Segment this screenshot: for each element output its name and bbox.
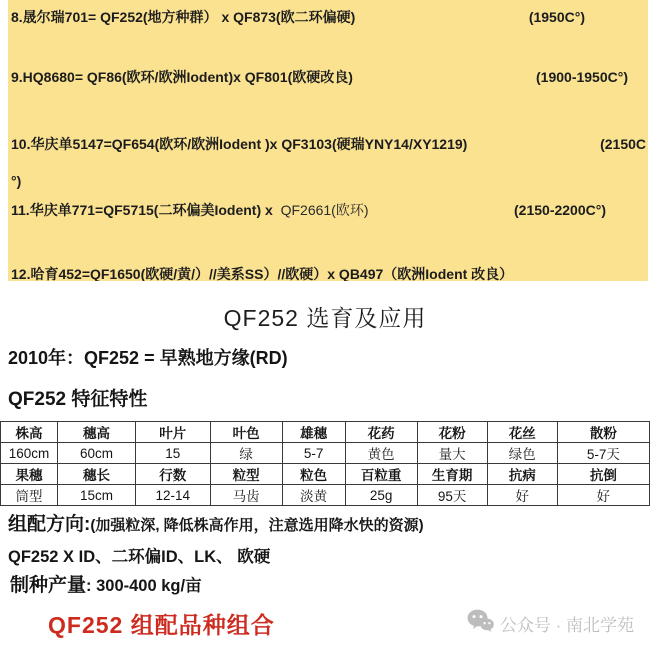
table-cell: 粒色 xyxy=(282,464,345,485)
table-cell: 穗高 xyxy=(58,422,136,443)
pedigree-text: 11.华庆单771=QF5715(二环偏美Iodent) x QF2661(欧环) xyxy=(11,202,369,218)
table-cell: 筒型 xyxy=(1,485,58,506)
pedigree-text: 10.华庆单5147=QF654(欧环/欧洲Iodent )x QF3103(硬瑞YNY14/XY1219) xyxy=(11,136,468,152)
table-cell: 160cm xyxy=(1,443,58,464)
table-row-values-2 xyxy=(1,485,650,506)
table-cell: 穗长 xyxy=(58,464,136,485)
table-cell: 行数 xyxy=(135,464,210,485)
table-cell: 好 xyxy=(557,485,649,506)
pedigree-temp: (1950C°) xyxy=(528,9,585,25)
table-cell: 60cm xyxy=(58,443,136,464)
table-cell: 5-7天 xyxy=(557,443,649,464)
pedigree-text: 8.晟尔瑞701= QF252(地方种群） x QF873(欧二环偏硬) xyxy=(11,9,356,25)
table-cell: 抗病 xyxy=(487,464,557,485)
traits-table xyxy=(0,421,650,506)
pedigree-text-light: QF2661(欧环) xyxy=(280,202,369,218)
pedigree-item-8 xyxy=(8,7,648,27)
table-row-header-1 xyxy=(1,422,650,443)
table-cell: 好 xyxy=(487,485,557,506)
direction-label: 组配方向: xyxy=(8,514,91,535)
breeding-direction-line xyxy=(0,512,650,538)
cross-combination-line: QF252 X ID、二环偏ID、LK、 欧硬 xyxy=(8,548,271,566)
pedigree-list xyxy=(8,0,648,281)
traits-heading: QF252 特征特性 xyxy=(8,389,148,410)
table-cell: 抗倒 xyxy=(557,464,649,485)
pedigree-item-9 xyxy=(8,67,648,87)
wechat-official-account-icon xyxy=(467,609,494,637)
yield-value: : 300-400 kg/亩 xyxy=(86,577,202,595)
table-cell: 花粉 xyxy=(417,422,487,443)
table-row-values-1 xyxy=(1,443,650,464)
direction-text: (加强粒深, 降低株高作用，注意选用降水快的资源) xyxy=(90,517,424,534)
table-cell: 百粒重 xyxy=(345,464,417,485)
table-cell: 15 xyxy=(135,443,210,464)
table-cell: 25g xyxy=(345,485,417,506)
table-cell: 15cm xyxy=(58,485,136,506)
table-cell: 叶片 xyxy=(135,422,210,443)
pedigree-text: 12.哈育452=QF1650(欧硬/黄/）//美系SS）//欧硬）x QB497（欧洲Iodent 改良） xyxy=(11,266,514,281)
pedigree-item-11 xyxy=(8,200,648,220)
table-row-header-2 xyxy=(1,464,650,485)
table-cell: 量大 xyxy=(417,443,487,464)
table-cell: 叶色 xyxy=(210,422,282,443)
pedigree-temp: (2150-2200C°) xyxy=(514,202,606,218)
pedigree-item-10-wrap: °) xyxy=(11,173,22,189)
yield-label: 制种产量 xyxy=(10,575,87,596)
table-cell: 95天 xyxy=(417,485,487,506)
table-cell: 5-7 xyxy=(282,443,345,464)
pedigree-text: 9.HQ8680= QF86(欧环/欧洲Iodent)x QF801(欧硬改良) xyxy=(11,69,353,85)
pedigree-temp: (1900-1950C°) xyxy=(536,69,628,85)
pedigree-item-10 xyxy=(8,134,648,154)
table-cell: 粒型 xyxy=(210,464,282,485)
table-cell: 淡黄 xyxy=(282,485,345,506)
table-cell: 果穗 xyxy=(1,464,58,485)
table-cell: 株高 xyxy=(1,422,58,443)
footer xyxy=(0,607,650,639)
seed-yield-line xyxy=(0,573,650,600)
red-section-title: QF252 组配品种组合 xyxy=(48,611,275,638)
table-cell: 马齿 xyxy=(210,485,282,506)
pedigree-item-12 xyxy=(8,264,648,281)
table-cell: 绿色 xyxy=(487,443,557,464)
table-cell: 绿 xyxy=(210,443,282,464)
watermark-text: 公众号 · 南北学苑 xyxy=(499,615,634,635)
watermark xyxy=(467,609,634,637)
table-cell: 花丝 xyxy=(487,422,557,443)
table-cell: 花药 xyxy=(345,422,417,443)
table-cell: 12-14 xyxy=(135,485,210,506)
origin-line: 2010年：QF252 = 早熟地方缘(RD) xyxy=(8,348,288,368)
table-cell: 生育期 xyxy=(417,464,487,485)
table-cell: 黄色 xyxy=(345,443,417,464)
table-cell: 散粉 xyxy=(557,422,649,443)
table-cell: 雄穗 xyxy=(282,422,345,443)
pedigree-temp: (2150C xyxy=(600,136,646,152)
page-title: QF252 选育及应用 xyxy=(223,305,427,331)
